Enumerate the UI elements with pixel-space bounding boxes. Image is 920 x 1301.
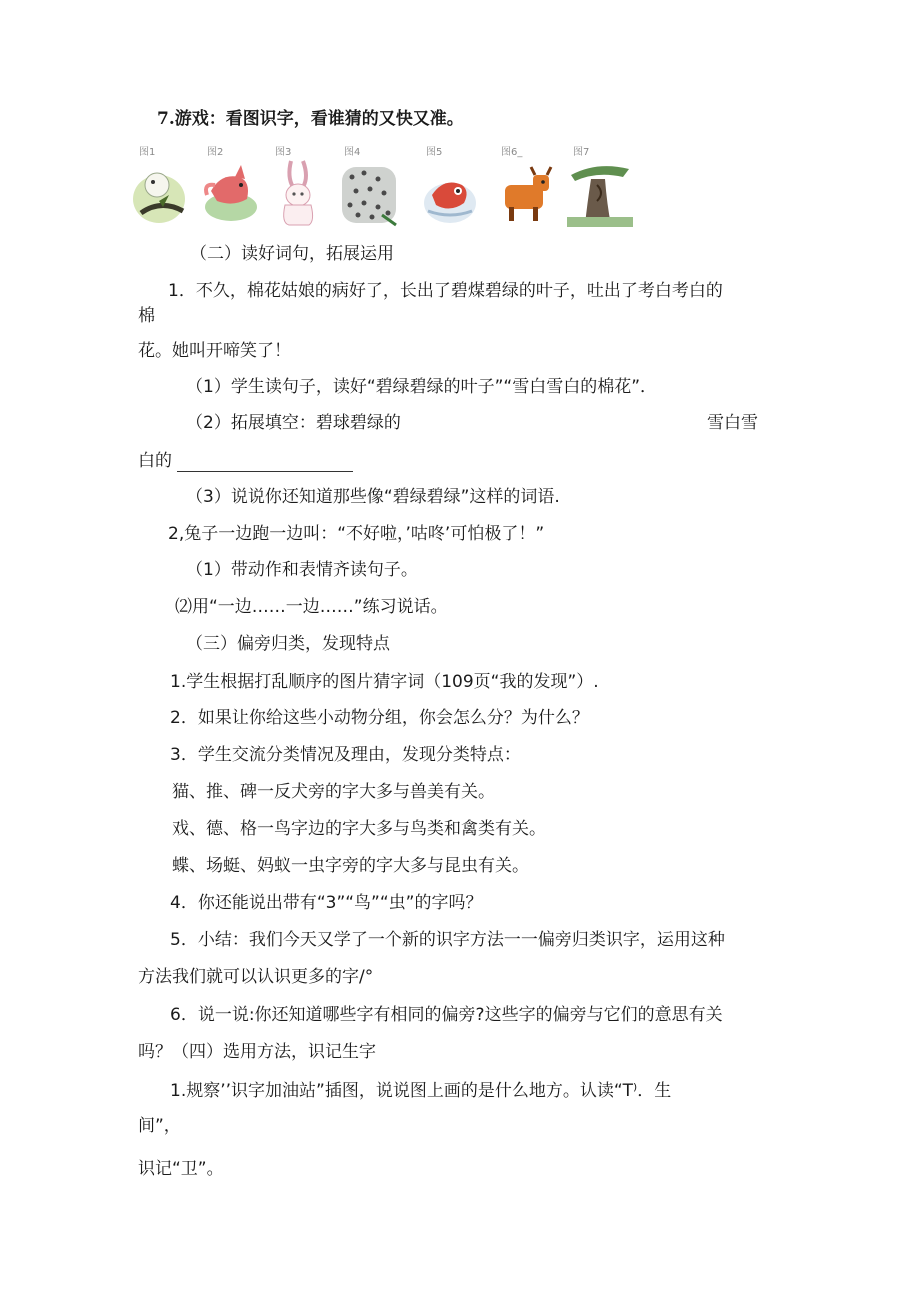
picture-label: 图7	[573, 147, 590, 158]
game-title: 7.游戏：看图识字，看谁猜的又快又准。	[157, 109, 464, 129]
picture-label: 图4	[344, 147, 361, 158]
bird-on-branch-icon	[133, 155, 193, 227]
paragraph: 3．学生交流分类情况及理由，发现分类特点：	[170, 745, 521, 765]
paragraph: 1．不久，棉花姑娘的病好了，长出了碧煤碧绿的叶子，吐出了考白考白的	[168, 281, 723, 301]
paragraph: 雪白雪	[707, 413, 758, 433]
paragraph: 棉	[138, 306, 155, 326]
paragraph: 吗？（四）选用方法，识记生字	[138, 1042, 376, 1062]
paragraph: 1.学生根据打乱顺序的图片猜字词（109页“我的发现”）.	[170, 672, 599, 692]
picture-strip	[133, 141, 633, 229]
picture-label: 图6_	[501, 147, 523, 158]
fox-icon	[201, 155, 261, 227]
picture-2	[201, 141, 267, 229]
paragraph: 5．小结：我们今天又学了一个新的识字方法一一偏旁归类识字，运用这种	[170, 930, 725, 950]
paragraph: 方法我们就可以认识更多的字/°	[138, 967, 374, 987]
leopard-icon	[338, 155, 400, 227]
red-fish-icon	[420, 155, 480, 227]
paragraph: 4．你还能说出带有“3”“鸟”“虫”的字吗？	[170, 893, 483, 913]
picture-3	[269, 141, 335, 229]
ox-icon	[495, 155, 557, 227]
paragraph: （1）学生读句子，读好“碧绿碧绿的叶子”“雪白雪白的棉花”．	[186, 377, 658, 397]
paragraph: 间”，	[138, 1116, 181, 1136]
section-3-heading: （三）偏旁归类，发现特点	[186, 634, 390, 654]
paragraph: 蝶、场蜓、妈蚁一虫字旁的字大多与昆虫有关。	[172, 856, 529, 876]
paragraph: 花。她叫开啼笑了！	[138, 341, 291, 361]
paragraph: 6．说一说:你还知道哪些字有相同的偏旁?这些字的偏旁与它们的意思有关	[170, 1005, 723, 1025]
paragraph: 1.规察’’识字加油站”插图，说说图上画的是什么地方。认读“T⁾．生	[170, 1081, 672, 1101]
fill-blank-prefix: 白的	[138, 451, 172, 471]
picture-1	[133, 141, 199, 229]
picture-label: 图3	[275, 147, 292, 158]
paragraph: （2）拓展填空：碧球碧绿的	[186, 413, 401, 433]
picture-5	[420, 141, 486, 229]
picture-4	[338, 141, 404, 229]
paragraph: 识记“卫”。	[138, 1159, 224, 1179]
tree-bird-icon	[567, 155, 633, 227]
rabbit-icon	[269, 155, 329, 227]
paragraph: 2,兔子一边跑一边叫：“不好啦，’咕咚’可怕极了！”	[168, 524, 545, 544]
paragraph: 2．如果让你给这些小动物分组，你会怎么分？为什么？	[170, 708, 589, 728]
paragraph: 戏、德、格一鸟字边的字大多与鸟类和禽类有关。	[172, 819, 546, 839]
picture-label: 图5	[426, 147, 443, 158]
section-2-heading: （二）读好词句，拓展运用	[190, 244, 394, 264]
paragraph: ⑵用“一边……一边……”练习说话。	[175, 597, 448, 617]
picture-6	[495, 141, 561, 229]
paragraph: （3）说说你还知道那些像“碧绿碧绿”这样的词语.	[186, 487, 560, 507]
picture-label: 图2	[207, 147, 224, 158]
paragraph: 猫、推、碑一反犬旁的字大多与兽美有关。	[172, 782, 495, 802]
paragraph	[138, 450, 353, 472]
fill-blank-line	[177, 453, 353, 472]
picture-label: 图1	[139, 147, 156, 158]
paragraph: （1）带动作和表情齐读句子。	[186, 560, 418, 580]
picture-7	[567, 141, 633, 229]
